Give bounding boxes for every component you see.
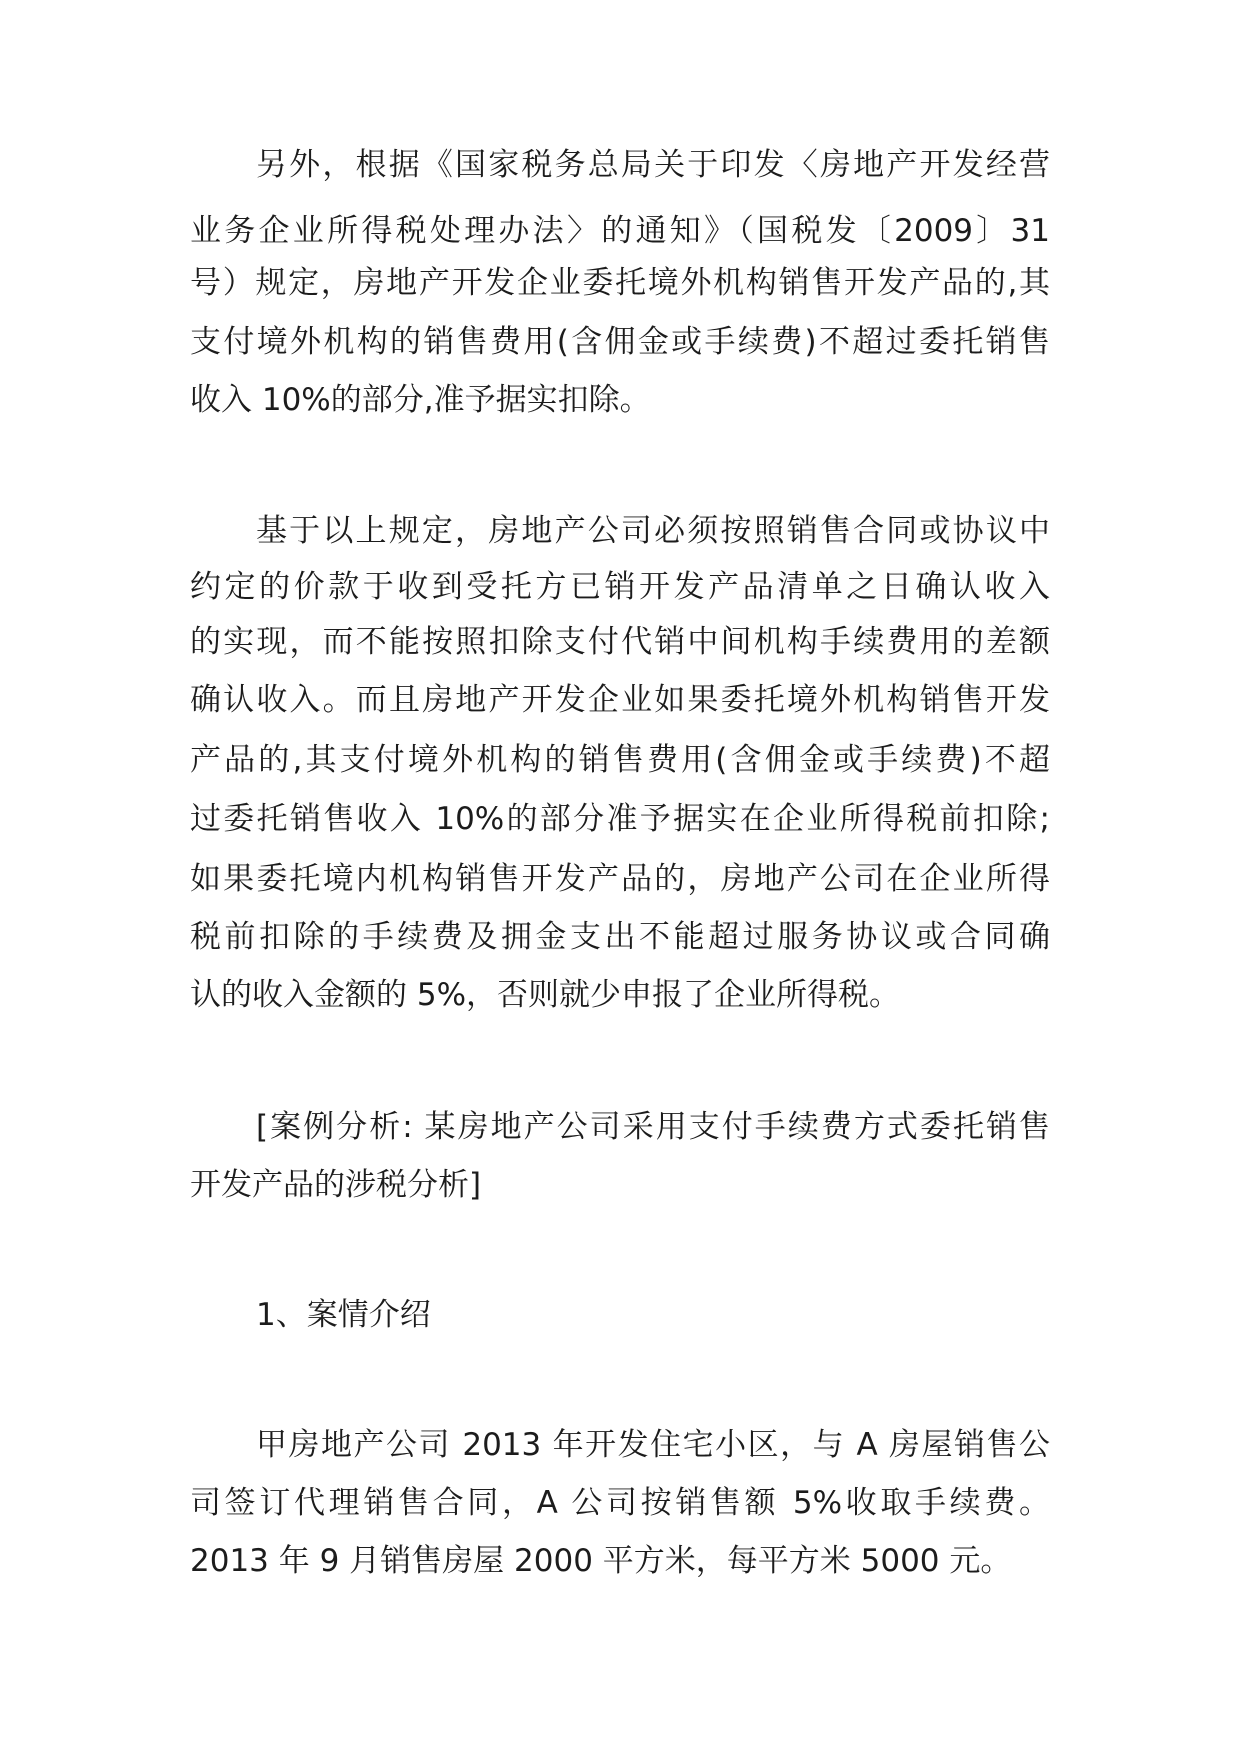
paragraph-2-line-6: 过委托销售收入 10%的部分准予据实在企业所得税前扣除;	[190, 801, 1050, 837]
paragraph-5-line-2: 司签订代理销售合同，A 公司按销售额 5%收取手续费。	[190, 1485, 1050, 1521]
paragraph-2-line-7: 如果委托境内机构销售开发产品的，房地产公司在企业所得	[190, 861, 1050, 897]
section-heading: 1、案情介绍	[256, 1297, 431, 1333]
paragraph-2-line-2: 约定的价款于收到受托方已销开发产品清单之日确认收入	[190, 569, 1050, 605]
paragraph-2-line-8: 税前扣除的手续费及拥金支出不能超过服务协议或合同确	[190, 919, 1050, 955]
paragraph-2-line-9: 认的收入金额的 5%，否则就少申报了企业所得税。	[190, 977, 901, 1013]
paragraph-1-line-5: 收入 10%的部分,准予据实扣除。	[190, 382, 651, 418]
paragraph-1-line-4: 支付境外机构的销售费用(含佣金或手续费)不超过委托销售	[190, 324, 1050, 360]
paragraph-1-line-2: 业务企业所得税处理办法〉的通知》（国税发〔2009〕31	[190, 213, 1050, 249]
paragraph-2-line-1: 基于以上规定，房地产公司必须按照销售合同或协议中	[256, 513, 1050, 549]
paragraph-2-line-4: 确认收入。而且房地产开发企业如果委托境外机构销售开发	[190, 682, 1050, 718]
paragraph-3-line-2: 开发产品的涉税分析]	[190, 1167, 482, 1203]
paragraph-1-line-3: 号）规定，房地产开发企业委托境外机构销售开发产品的,其	[190, 265, 1050, 301]
paragraph-3-line-1: [案例分析: 某房地产公司采用支付手续费方式委托销售	[256, 1109, 1050, 1145]
paragraph-5-line-1: 甲房地产公司 2013 年开发住宅小区，与 A 房屋销售公	[256, 1427, 1050, 1463]
paragraph-5-line-3: 2013 年 9 月销售房屋 2000 平方米，每平方米 5000 元。	[190, 1543, 1012, 1579]
paragraph-2-line-3: 的实现，而不能按照扣除支付代销中间机构手续费用的差额	[190, 624, 1050, 660]
paragraph-1-line-1: 另外，根据《国家税务总局关于印发〈房地产开发经营	[256, 147, 1050, 183]
paragraph-2-line-5: 产品的,其支付境外机构的销售费用(含佣金或手续费)不超	[190, 742, 1050, 778]
